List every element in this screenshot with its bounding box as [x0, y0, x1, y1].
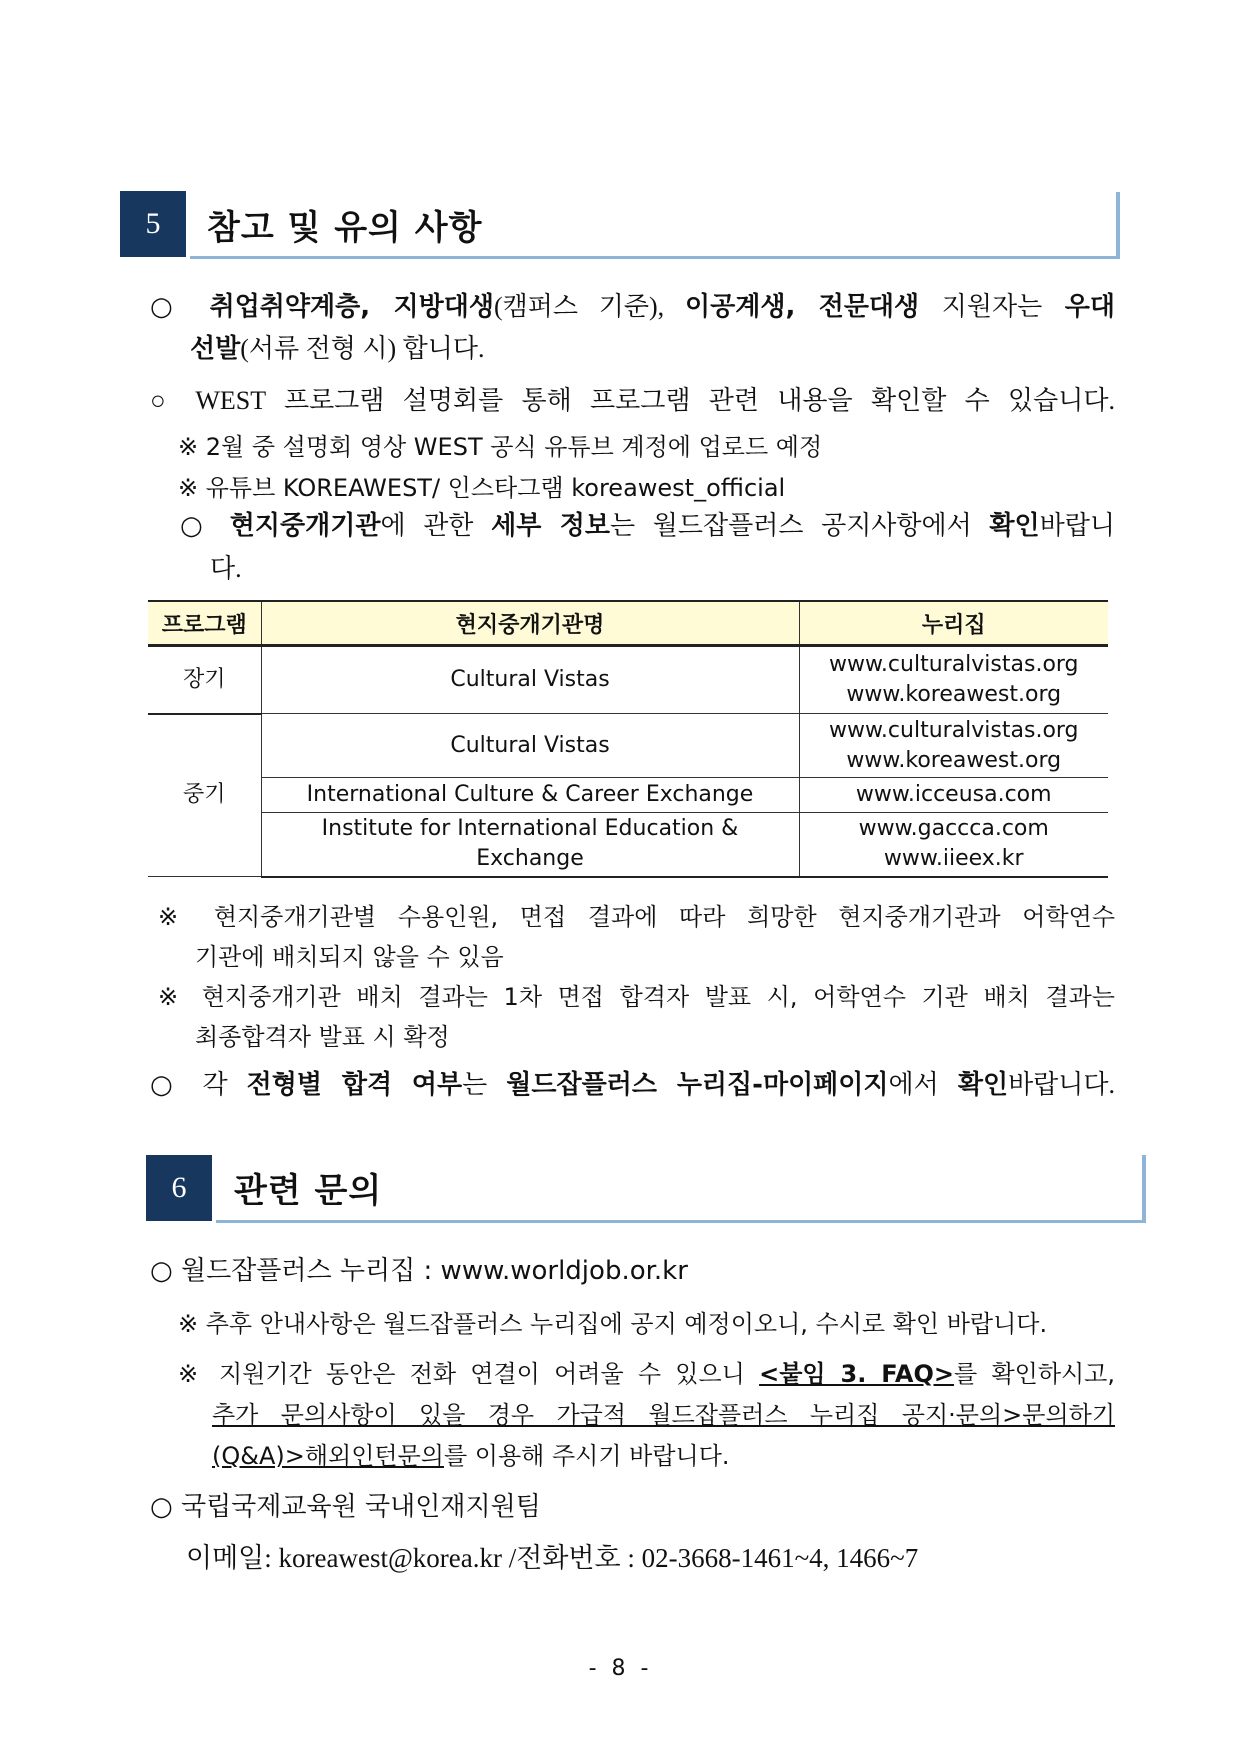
bold-phrase: 확인 — [989, 511, 1040, 541]
website-cell — [799, 778, 1108, 813]
contact-info: 이메일: koreawest@korea.kr /전화번호 : 02-3668-1461~4, 1466~7 — [186, 1543, 919, 1573]
bullet-mark: ○ — [180, 511, 213, 541]
bullet-preferential-selection — [150, 286, 1115, 323]
text: 바랍니다. — [1008, 1070, 1116, 1099]
bold-phrase: 이공계생 — [685, 292, 786, 322]
bullet-west-briefing — [150, 380, 1115, 417]
bullet-mark: ○ — [150, 292, 187, 322]
website-link[interactable]: www.icceusa.com — [855, 782, 1052, 807]
bullet-agency-info — [180, 505, 1115, 542]
text: 지원자는 — [919, 292, 1065, 322]
bold-phrase: 지방대생 — [393, 292, 494, 322]
text: 바랍니 — [1039, 511, 1116, 541]
agency-cell: Cultural Vistas — [261, 646, 799, 714]
bullet-preferential-selection-cont — [190, 328, 484, 365]
bold-phrase: 전문대생 — [818, 292, 920, 322]
agency-cell: International Culture & Career Exchange — [261, 778, 799, 813]
note-future-notice: ※ 추후 안내사항은 월드잡플러스 누리집에 공지 예정이오니, 수시로 확인 바랍니다. — [178, 1310, 1048, 1338]
note-placement-result-cont: 최종합격자 발표 시 확정 — [195, 1023, 450, 1051]
header-program: 프로그램 — [148, 601, 261, 646]
text: ○ 월드잡플러스 누리집 : www.worldjob.or.kr — [150, 1256, 688, 1286]
website-link[interactable]: www.koreawest.org — [846, 682, 1062, 707]
text: (서류 전형 시) 합니다. — [240, 334, 485, 363]
note-faq-path-cont — [212, 1436, 730, 1471]
website-cell — [799, 714, 1108, 778]
table-row — [148, 714, 1108, 778]
page-number: - 8 - — [588, 1656, 653, 1681]
bold-phrase: 확인 — [957, 1070, 1009, 1100]
bold-phrase: 취업취약계층 — [209, 292, 361, 322]
section-number: 5 — [120, 191, 186, 257]
website-link[interactable]: www.gaccca.com — [858, 816, 1049, 842]
text: 에 관한 — [380, 511, 492, 541]
section-rule — [1142, 1155, 1146, 1223]
note-placement-capacity: ※ 현지중개기관별 수용인원, 면접 결과에 따라 희망한 현지중개기관과 어학연수 — [158, 903, 1115, 931]
program-cell: 장기 — [148, 646, 261, 714]
section-number: 6 — [146, 1155, 212, 1221]
note-placement-result: ※ 현지중개기관 배치 결과는 1차 면접 합격자 발표 시, 어학연수 기관 배치 결과는 — [158, 983, 1115, 1011]
note-faq-path[interactable]: 추가 문의사항이 있을 경우 가급적 월드잡플러스 누리집 공지·문의>문의하기 — [212, 1401, 1115, 1429]
text: 는 월드잡플러스 공지사항에서 — [609, 511, 990, 541]
bold-phrase: 전형별 합격 여부 — [246, 1070, 463, 1100]
website-cell — [799, 813, 1108, 877]
bullet-worldjob-site — [150, 1250, 688, 1287]
table-header-row — [148, 601, 1108, 646]
text: WEST 프로그램 설명회를 통해 프로그램 관련 내용을 확인할 수 있습니다. — [195, 386, 1115, 415]
text: (캠퍼스 기준), — [493, 292, 685, 321]
text: 각 — [202, 1070, 247, 1100]
bold-phrase: , — [360, 292, 394, 322]
bold-phrase: 월드잡플러스 누리집-마이페이지 — [506, 1070, 889, 1100]
note-youtube-instagram: ※ 유튜브 KOREAWEST/ 인스타그램 koreawest_official — [178, 474, 786, 502]
faq-link[interactable]: <붙임 3. FAQ> — [759, 1360, 955, 1388]
note-briefing-video: ※ 2월 중 설명회 영상 WEST 공식 유튜브 계정에 업로드 예정 — [178, 433, 823, 461]
website-link[interactable]: www.culturalvistas.org — [828, 717, 1079, 743]
agency-cell: Institute for International Education & Exchange — [261, 813, 799, 877]
bold-phrase: 우대 — [1064, 292, 1116, 322]
bullet-agency-info-cont: 다. — [210, 554, 242, 583]
bold-phrase: , — [785, 292, 819, 322]
agency-table — [148, 600, 1108, 878]
table-row — [148, 778, 1108, 813]
section-underline — [216, 1220, 1146, 1223]
bold-phrase: 현지중개기관 — [229, 511, 381, 541]
bullet-mark: ○ — [150, 1070, 184, 1100]
bullet-mark: ○ — [150, 386, 178, 415]
bullet-pass-check — [150, 1064, 1115, 1101]
section-title: 관련 문의 — [234, 1171, 383, 1211]
header-agency: 현지중개기관명 — [261, 601, 799, 646]
agency-cell: Cultural Vistas — [261, 714, 799, 778]
website-link[interactable]: www.iieex.kr — [883, 846, 1024, 872]
table-row — [148, 646, 1108, 714]
header-website: 누리집 — [799, 601, 1108, 646]
text: 는 — [462, 1070, 507, 1100]
text: 를 이용해 주시기 바랍니다. — [443, 1442, 730, 1470]
qa-link[interactable]: (Q&A)>해외인턴문의 — [212, 1442, 444, 1470]
section-underline — [190, 256, 1120, 259]
website-link[interactable]: www.koreawest.org — [846, 747, 1062, 773]
note-faq — [178, 1354, 1115, 1389]
text: 를 확인하시고, — [954, 1360, 1115, 1388]
text: 에서 — [888, 1070, 958, 1100]
bold-phrase: 세부 정보 — [491, 511, 610, 541]
website-cell — [799, 646, 1108, 714]
note-placement-capacity-cont: 기관에 배치되지 않을 수 있음 — [195, 943, 504, 971]
section-title: 참고 및 유의 사항 — [207, 208, 483, 248]
table-row — [148, 813, 1108, 877]
program-cell: 중기 — [148, 714, 261, 877]
section-rule — [1116, 192, 1120, 259]
bullet-contact-team: ○ 국립국제교육원 국내인재지원팀 — [150, 1492, 541, 1522]
bold-phrase: 선발 — [190, 334, 241, 364]
website-link[interactable]: www.culturalvistas.org — [828, 652, 1079, 677]
text: ※ 지원기간 동안은 전화 연결이 어려울 수 있으니 — [178, 1360, 760, 1388]
